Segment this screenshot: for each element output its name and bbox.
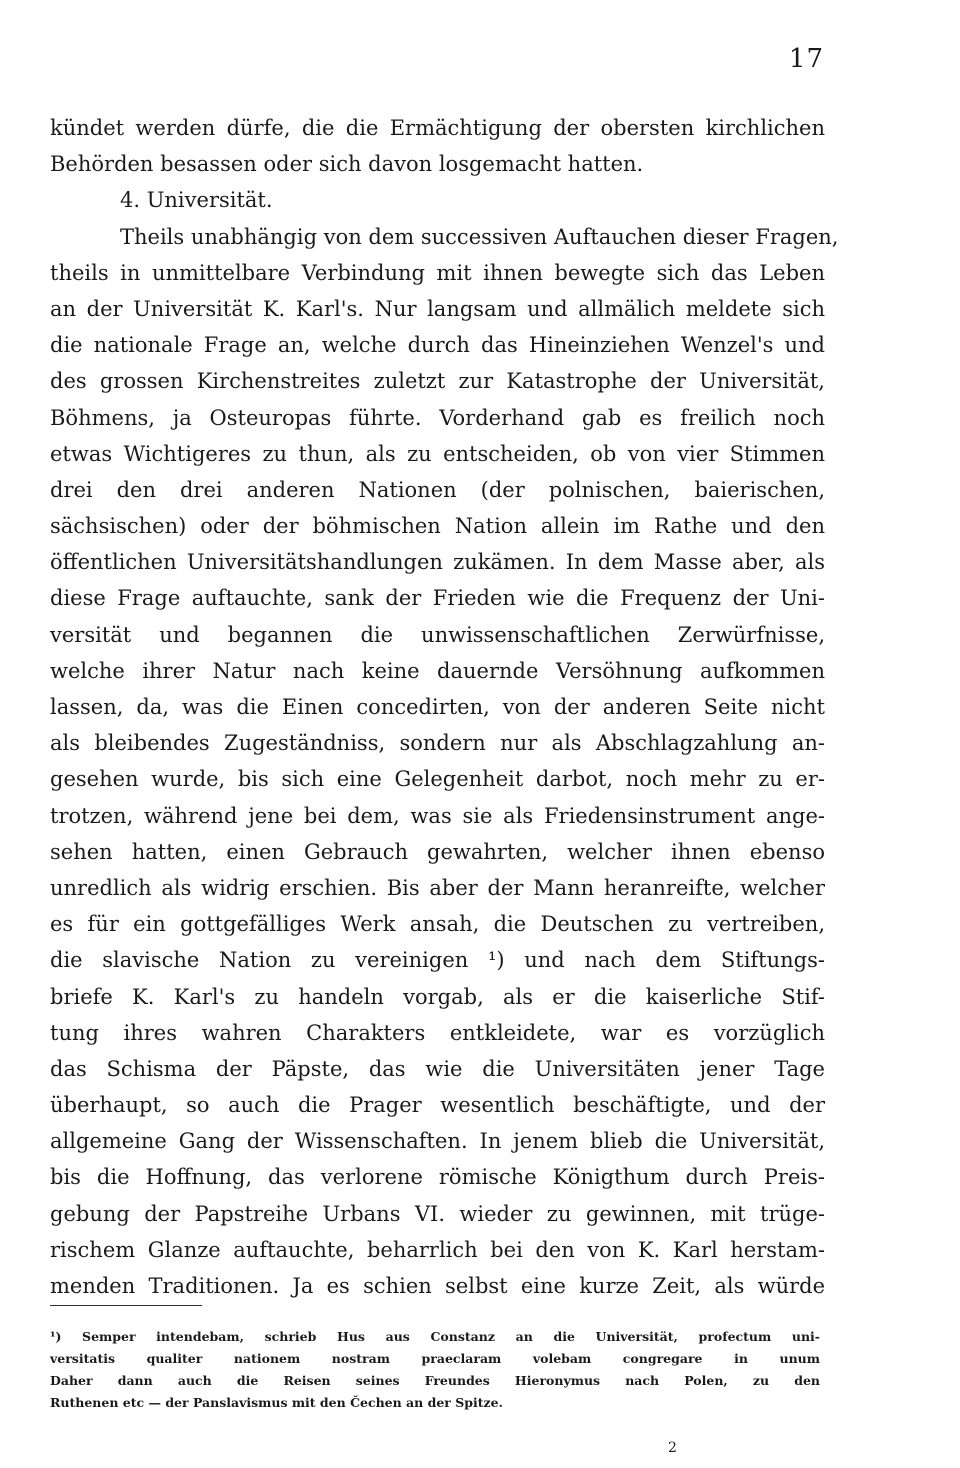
- body-text: [50, 110, 839, 1304]
- text-line: versität und begannen die unwissenschaftlichen Zerwürfnisse,: [50, 622, 825, 647]
- footnotes: [50, 1326, 820, 1414]
- text-line: die slavische Nation zu vereinigen ¹) und nach dem Stiftungs-: [50, 948, 825, 973]
- text-line: an der Universität K. Karl's. Nur langsam und allmälich meldete sich: [50, 296, 825, 321]
- footnote-line: versitatis qualiter nationem nostram praeclaram volebam congregare in unum: [50, 1351, 820, 1366]
- signature-mark: 2: [668, 1440, 677, 1456]
- text-line: gebung der Papstreihe Urbans VI. wieder zu gewinnen, mit trüge-: [50, 1201, 825, 1226]
- section-heading: 4. Universität.: [120, 188, 273, 213]
- text-line: die nationale Frage an, welche durch das Hineinziehen Wenzel's und: [50, 333, 825, 358]
- text-line: briefe K. Karl's zu handeln vorgab, als er die kaiserliche Stif-: [50, 984, 825, 1009]
- text-line: welche ihrer Natur nach keine dauernde Versöhnung aufkommen: [50, 658, 825, 683]
- text-line: Theils unabhängig von dem successiven Auftauchen dieser Fragen,: [120, 224, 839, 249]
- text-line: Behörden besassen oder sich davon losgemacht hatten.: [50, 152, 644, 177]
- text-line: sehen hatten, einen Gebrauch gewahrten, welcher ihnen ebenso: [50, 839, 825, 864]
- text-line: lassen, da, was die Einen concedirten, von der anderen Seite nicht: [50, 695, 825, 719]
- footnote-divider: [50, 1305, 202, 1306]
- text-line: des grossen Kirchenstreites zuletzt zur Katastrophe der Universität,: [50, 369, 825, 394]
- text-line: trotzen, während jene bei dem, was sie als Friedensinstrument ange-: [50, 803, 825, 828]
- text-line: theils in unmittelbare Verbindung mit ihnen bewegte sich das Leben: [50, 260, 825, 285]
- page-number: 17: [788, 44, 824, 74]
- text-line: das Schisma der Päpste, das wie die Universitäten jener Tage: [50, 1056, 825, 1081]
- text-line: rischem Glanze auftauchte, beharrlich bei den von K. Karl herstam-: [50, 1237, 825, 1262]
- text-line: diese Frage auftauchte, sank der Frieden wie die Frequenz der Uni-: [50, 586, 825, 611]
- text-line: etwas Wichtigeres zu thun, als zu entscheiden, ob von vier Stimmen: [50, 441, 825, 466]
- footnote-line: ¹) Semper intendebam, schrieb Hus aus Constanz an die Universität, profectum uni-: [50, 1329, 820, 1344]
- text-line: allgemeine Gang der Wissenschaften. In jenem blieb die Universität,: [50, 1129, 825, 1154]
- text-line: kündet werden dürfe, die die Ermächtigung der obersten kirchlichen: [50, 116, 825, 140]
- text-line: sächsischen) oder der böhmischen Nation allein im Rathe und den: [50, 514, 825, 539]
- text-line: Böhmens, ja Osteuropas führte. Vorderhand gab es freilich noch: [50, 405, 825, 430]
- text-line: als bleibendes Zugeständniss, sondern nur als Abschlagzahlung an-: [50, 731, 825, 756]
- text-line: es für ein gottgefälliges Werk ansah, die Deutschen zu vertreiben,: [50, 912, 825, 937]
- text-line: menden Traditionen. Ja es schien selbst eine kurze Zeit, als würde: [50, 1274, 825, 1298]
- text-line: tung ihres wahren Charakters entkleidete, war es vorzüglich: [50, 1020, 825, 1045]
- text-line: drei den drei anderen Nationen (der polnischen, baierischen,: [50, 477, 825, 502]
- text-line: gesehen wurde, bis sich eine Gelegenheit darbot, noch mehr zu er-: [50, 767, 825, 792]
- footnote-line: Daher dann auch die Reisen seines Freundes Hieronymus nach Polen, zu den: [50, 1373, 820, 1388]
- text-line: öffentlichen Universitätshandlungen zukämen. In dem Masse aber, als: [50, 550, 825, 575]
- footnote-line: Ruthenen etc — der Panslavismus mit den Čechen an der Spitze.: [50, 1395, 503, 1410]
- text-line: unredlich als widrig erschien. Bis aber der Mann heranreifte, welcher: [50, 875, 825, 900]
- text-line: überhaupt, so auch die Prager wesentlich beschäftigte, und der: [50, 1093, 825, 1118]
- text-line: bis die Hoffnung, das verlorene römische Königthum durch Preis-: [50, 1165, 825, 1190]
